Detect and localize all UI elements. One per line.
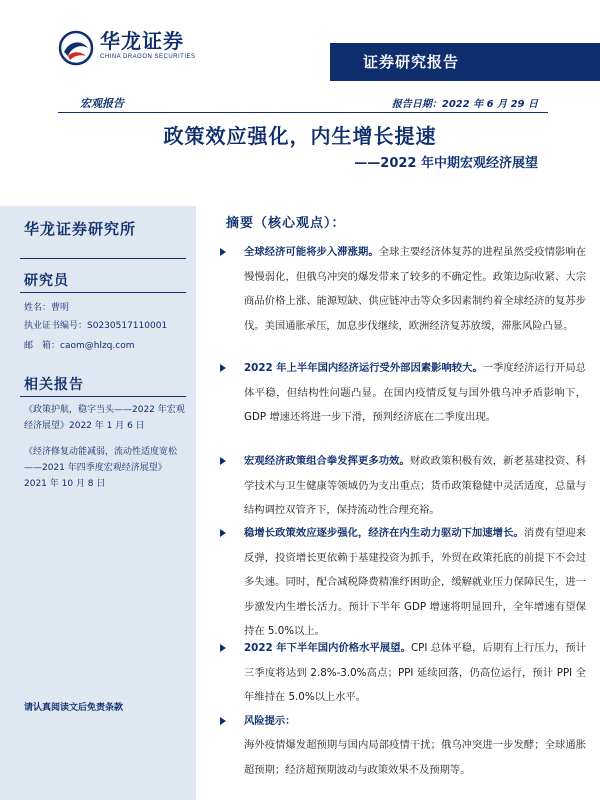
analyst-heading: 研究员 (24, 273, 69, 289)
sidebar-divider (20, 292, 186, 293)
bullet-text (244, 636, 586, 710)
bullet-text (244, 521, 586, 644)
analyst-name-label: 姓名： (24, 303, 52, 313)
bullet-text (244, 449, 586, 523)
bullet-body: 一季度经济运行开局总体平稳，但结构性问题凸显。在国内疫情反复与国外俄乌冲矛盾影响下，GDP 增速还将进一步下滑，预判经济底在二季度出现。 (244, 362, 587, 423)
risk-body: 海外疫情爆发超预期与国内局部疫情干扰；俄乌冲突进一步发酵；全球通胀超预期；经济超预期波动与政策效果不及预期等。 (244, 739, 586, 776)
bullet-body: 消费有望迎来反弹，投资增长更依赖于基建投资为抓手，外贸在政策托底的前提下不会过多失速。同时，配合减税降费精准纾困助企，缓解就业压力保障民生，进一步激发内生增长活力。预计下半年 GDP 增速将明显回升，全年增速有望保持在 5.0%以上。 (244, 527, 587, 637)
logo-chinese-name: 华龙证券 (100, 29, 184, 53)
risk-title: 风险提示： (244, 715, 296, 727)
logo-english-name: CHINA DRAGON SECURITIES (100, 54, 196, 60)
dragon-logo-icon (58, 30, 94, 66)
company-logo (58, 30, 196, 66)
bullet-lead: 2022 年下半年国内价格水平展望。 (244, 642, 411, 654)
analyst-name-row (24, 300, 69, 313)
report-header (0, 0, 600, 86)
report-date: 报告日期：2022 年 6 月 29 日 (391, 99, 538, 110)
disclaimer-note: 请认真阅读文后免责条款 (24, 703, 124, 713)
bullet-body: 财政政策积极有效，新老基建投资、科学技术与卫生健康等领域仍为支出重点；货币政策稳健中灵活适度，总量与结构调控双管齐下，保持流动性合理充裕。 (244, 455, 587, 516)
sidebar-divider (20, 258, 186, 259)
bullet-text (244, 356, 586, 430)
research-institute-name: 华龙证券研究所 (24, 220, 137, 238)
bullet-body: CPI 总体平稳，后期有上行压力，预计三季度将达到 2.8%-3.0%高点；PPI 延续回落，仍高位运行，预计 PPI 全年维持在 5.0%以上水平。 (244, 642, 586, 703)
bullet-text (244, 240, 586, 338)
bullet-arrow-icon (220, 457, 226, 465)
sidebar (0, 206, 196, 800)
license-row (24, 318, 167, 331)
email-row (24, 338, 134, 351)
page-subtitle: ——2022 年中期宏观经济展望 (354, 156, 538, 171)
bullet-body: 全球主要经济体复苏的进程虽然受疫情影响在慢慢弱化，但俄乌冲突的爆发带来了较多的不确定性。政策边际收紧、大宗商品价格上涨、能源短缺、供应链冲击等众多因素制约着全球经济的复苏步伐。美国通胀承压，加息步伐继续，欧洲经济复苏放缓，滞胀风险凸显。 (244, 246, 587, 332)
bullet-arrow-icon (220, 529, 226, 537)
page-title: 政策效应强化，内生增长提速 (163, 124, 437, 148)
bullet-lead: 稳增长政策效应逐步强化，经济在内生动力驱动下加速增长。 (244, 527, 524, 539)
bullet-lead: 宏观经济政策组合拳发挥更多功效。 (244, 455, 410, 467)
summary-title: 摘要（核心观点）： (226, 216, 346, 231)
bullet-lead: 2022 年上半年国内经济运行受外部因素影响较大。 (244, 362, 483, 374)
report-category: 宏观报告 (80, 97, 124, 110)
bullet-lead: 全球经济可能将步入滞涨期。 (244, 246, 379, 258)
license-label: 执业证书编号： (24, 321, 88, 331)
header-divider (58, 112, 548, 113)
related-report-item[interactable]: 《经济修复动能减弱，流动性适度宽松——2021 年四季度宏观经济展望》2021 年 10 月 8 日 (24, 447, 178, 489)
related-report-item[interactable]: 《政策护航，稳字当头——2022 年宏观经济展望》2022 年 1 月 6 日 (24, 405, 185, 431)
related-reports-heading: 相关报告 (24, 377, 84, 393)
bullet-arrow-icon (220, 717, 226, 725)
email-label: 邮 箱： (24, 341, 61, 351)
sidebar-divider (20, 396, 186, 397)
report-type-banner (330, 43, 600, 81)
analyst-email[interactable]: caom@hlzq.com (60, 341, 135, 351)
bullet-arrow-icon (220, 248, 226, 256)
report-type-label: 证券研究报告 (363, 53, 460, 71)
bullet-arrow-icon (220, 644, 226, 652)
analyst-name: 曹明 (51, 303, 70, 313)
bullet-arrow-icon (220, 364, 226, 372)
license-number: S0230517110001 (87, 321, 168, 331)
